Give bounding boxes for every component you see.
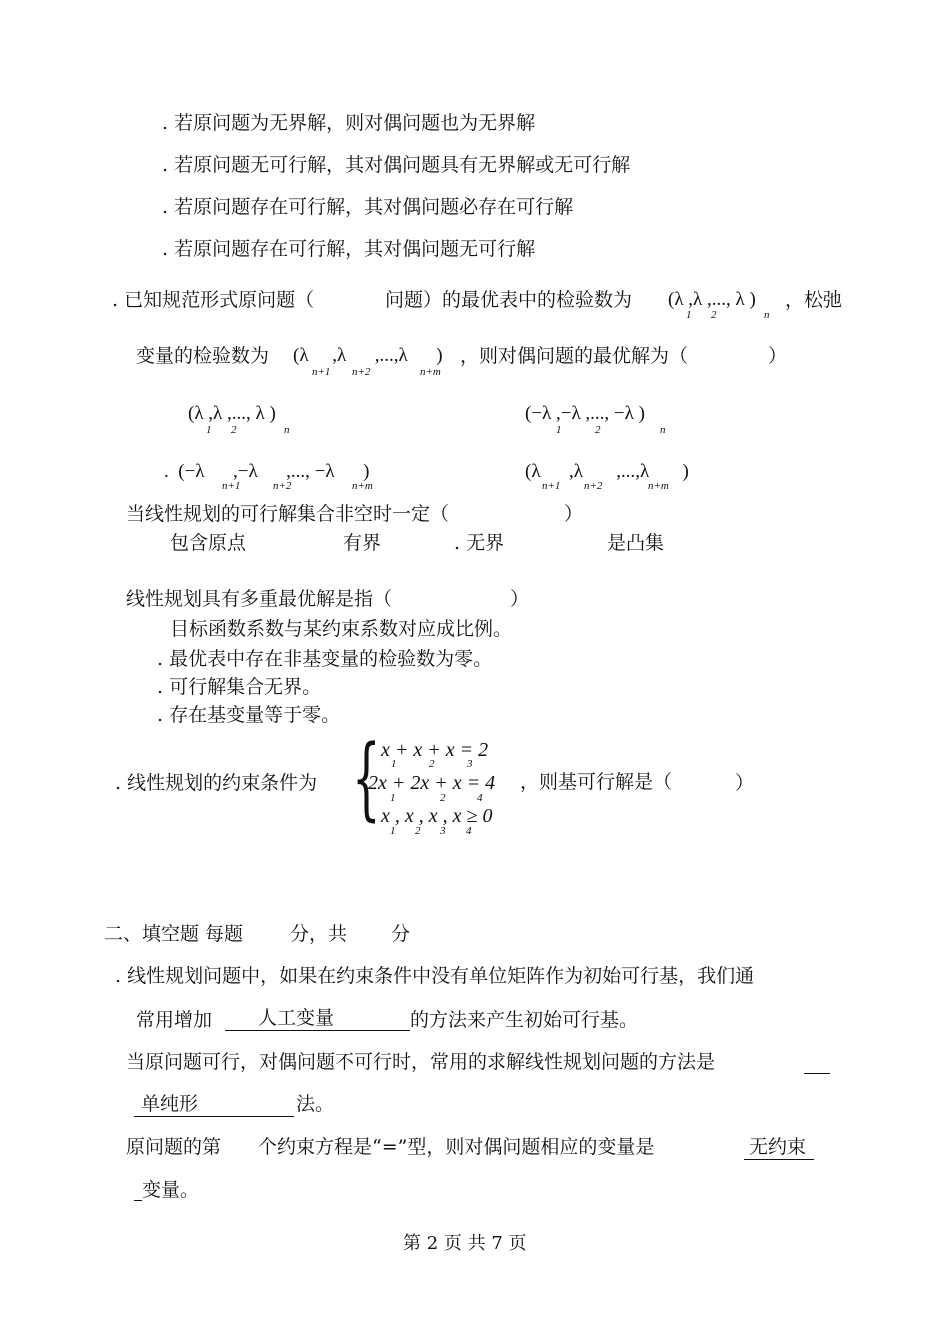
answer-underline [804, 1073, 830, 1074]
answer-underline [134, 1200, 142, 1201]
option-a: . 若原问题为无界解，则对偶问题也为无界解 [162, 112, 536, 134]
fill3-line1-a: 原问题的第 [126, 1136, 222, 1158]
question-stem: . 已知规范形式原问题（ [112, 289, 315, 311]
fill3-answer: 无约束 [749, 1136, 807, 1158]
option-b: . 若原问题无可行解，其对偶问题具有无界解或无可行解 [162, 154, 631, 176]
subscript: n+1 [222, 480, 241, 492]
subscript: n+2 [352, 366, 371, 378]
section-title-end: 分 [391, 923, 411, 945]
fill1-line2-a: 常用增加 [136, 1009, 213, 1031]
subscript: 4 [466, 825, 472, 837]
option-a-math: (λ ,λ ,..., λ ) [188, 403, 276, 424]
subscript: n+1 [542, 480, 561, 492]
fill1-line1: . 线性规划问题中，如果在约束条件中没有单位矩阵作为初始可行基，我们通 [115, 965, 755, 987]
fill2-line2: 法。 [296, 1093, 335, 1115]
option-c: . 无界 [454, 532, 505, 554]
question-feasible-stem: 当线性规划的可行解集合非空时一定（ [126, 503, 450, 525]
subscript: n+2 [584, 480, 603, 492]
section-title: 二、填空题 每题 [104, 923, 244, 945]
math-lambda-1-n: (λ ,λ ,..., λ ) [668, 289, 756, 310]
subscript: 1 [391, 758, 397, 770]
page-footer: 第 2 页 共 7 页 [403, 1233, 527, 1254]
fill2-answer: 单纯形 [141, 1093, 199, 1115]
subscript: n [764, 309, 770, 321]
subscript: 1 [556, 424, 562, 436]
equation-3: x , x , x , x ≥ 0 [381, 805, 493, 827]
subscript: n+m [352, 480, 373, 492]
option-d: . 若原问题存在可行解，其对偶问题无可行解 [162, 238, 536, 260]
subscript: n+1 [312, 366, 331, 378]
question-line2-b: ，则对偶问题的最优解为（ [460, 345, 689, 367]
fill1-line2-b: 的方法来产生初始可行基。 [410, 1009, 639, 1031]
option-d: . 存在基变量等于零。 [157, 704, 341, 726]
equation-1: x + x + x = 2 [381, 739, 489, 761]
subscript: 2 [231, 424, 237, 436]
subscript: 3 [440, 825, 446, 837]
math-lambda-slack: (λ ,λ ,...,λ ) [293, 345, 443, 366]
subscript: 1 [206, 424, 212, 436]
fill3-line1-b: 个约束方程是“=”型，则对偶问题相应的变量是 [258, 1136, 655, 1158]
paren-close: ） [564, 503, 584, 525]
fill3-line2: 变量。 [142, 1179, 200, 1201]
option-b: 有界 [343, 532, 382, 554]
answer-underline [744, 1159, 814, 1160]
subscript: 1 [686, 309, 692, 321]
question-multi-stem: 线性规划具有多重最优解是指（ [126, 588, 393, 610]
paren-close: ） [735, 772, 755, 794]
option-c: . 可行解集合无界。 [157, 676, 322, 698]
subscript: 3 [467, 758, 473, 770]
equation-2: 2x + 2x + x = 4 [368, 772, 496, 794]
question-basic-stem: . 线性规划的约束条件为 [115, 772, 318, 794]
option-b-math: (−λ ,−λ ,..., −λ ) [525, 403, 645, 424]
option-c: . 若原问题存在可行解，其对偶问题必存在可行解 [162, 196, 574, 218]
paren-close: ） [768, 345, 788, 367]
question-stem-mid: 问题）的最优表中的检验数为 [385, 289, 633, 311]
subscript: 2 [711, 309, 717, 321]
subscript: 2 [429, 758, 435, 770]
option-c-math: . (−λ ,−λ ,..., −λ ) [164, 461, 370, 482]
subscript: 2 [595, 424, 601, 436]
fill2-line1: 当原问题可行，对偶问题不可行时，常用的求解线性规划问题的方法是 [126, 1051, 716, 1073]
answer-underline [225, 1030, 410, 1031]
option-d-math: (λ ,λ ,...,λ ) [525, 461, 689, 482]
option-d: 是凸集 [607, 532, 665, 554]
option-b: . 最优表中存在非基变量的检验数为零。 [157, 648, 493, 670]
subscript: n [660, 424, 666, 436]
subscript: 4 [477, 792, 483, 804]
brace: { [352, 726, 381, 831]
question-stem-end: ，松弛 [785, 289, 843, 311]
subscript: 1 [390, 825, 396, 837]
fill1-answer: 人工变量 [258, 1007, 335, 1029]
paren-close: ） [510, 588, 530, 610]
subscript: 1 [390, 792, 396, 804]
subscript: n+2 [273, 480, 292, 492]
option-a: 包含原点 [170, 532, 247, 554]
subscript: n+m [420, 366, 441, 378]
subscript: n [284, 424, 290, 436]
option-a: 目标函数系数与某约束系数对应成比例。 [170, 618, 513, 640]
question-line2: 变量的检验数为 [136, 345, 270, 367]
subscript: 2 [415, 825, 421, 837]
answer-underline [134, 1116, 294, 1117]
question-basic-tail: ，则基可行解是（ [520, 772, 673, 793]
section-title-mid: 分，共 [290, 923, 348, 945]
subscript: 2 [440, 792, 446, 804]
subscript: n+m [648, 480, 669, 492]
